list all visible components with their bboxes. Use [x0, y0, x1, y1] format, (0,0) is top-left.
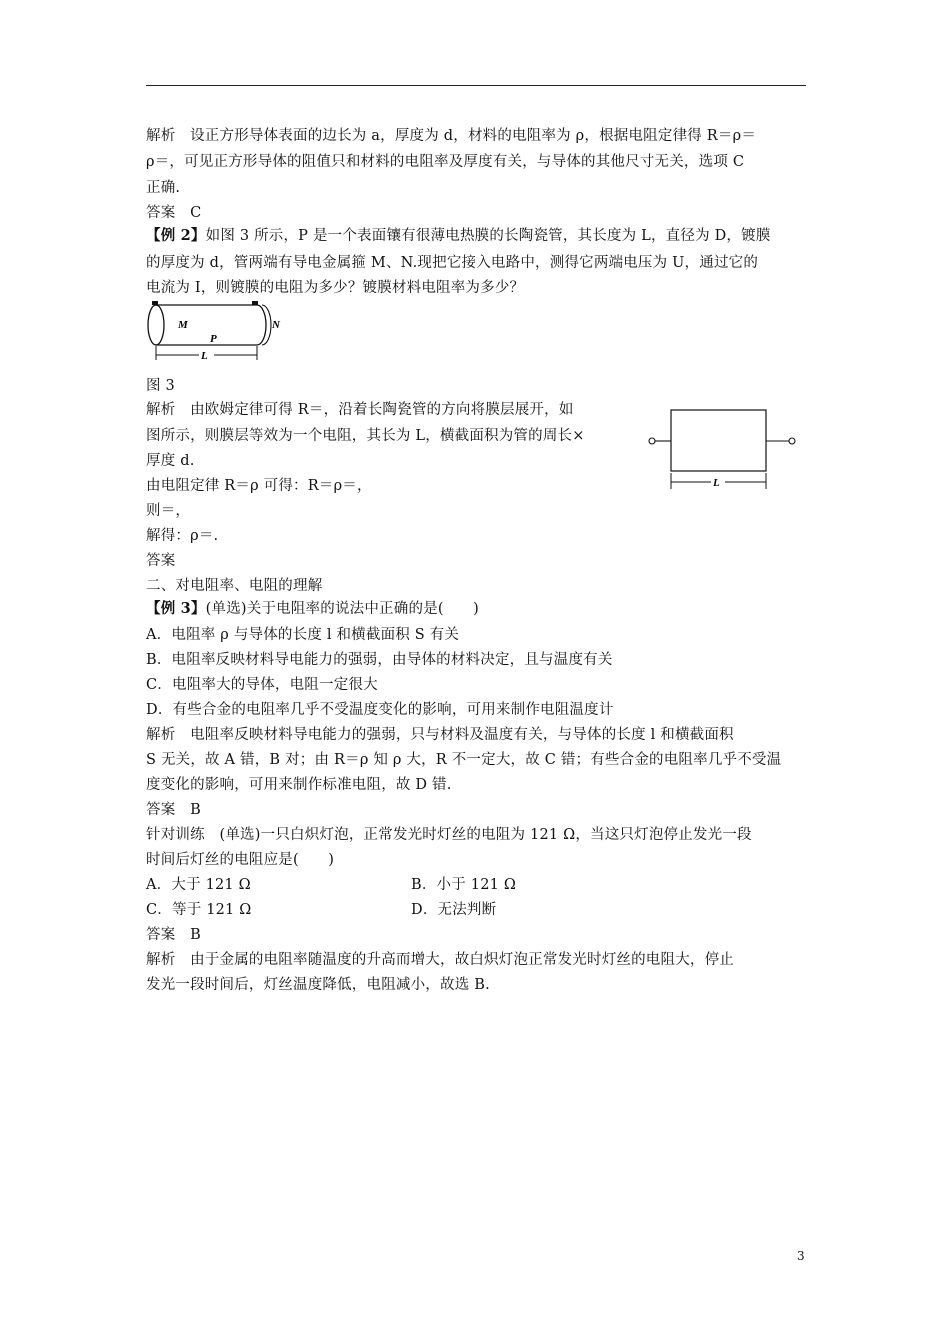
- option-c: C．电阻率大的导体，电阻一定很大: [146, 677, 378, 693]
- text-line: 解析 由于金属的电阻率随温度的升高而增大，故白炽灯泡正常发光时灯丝的电阻大，停止: [146, 952, 734, 968]
- figure-3-clamp: [152, 301, 158, 305]
- text-line: 发光一段时间后，灯丝温度降低，电阻减小，故选 B.: [146, 977, 490, 993]
- section-heading: 二、对电阻率、电阻的理解: [146, 578, 323, 594]
- length-label: L: [713, 477, 720, 489]
- option-a: A．大于 121 Ω: [146, 877, 251, 893]
- header-rule: [146, 85, 806, 86]
- option-b: B．小于 121 Ω: [411, 877, 517, 893]
- page-number: 3: [797, 1249, 805, 1263]
- example-tag: 【例 3】: [146, 600, 206, 617]
- terminal: [789, 438, 795, 444]
- text-line: 则＝，: [146, 503, 191, 519]
- film-resistor: [671, 410, 766, 471]
- option-c: C．等于 121 Ω: [146, 902, 252, 918]
- text-line: 由电阻定律 R＝ρ 可得：R＝ρ＝，: [146, 478, 372, 494]
- unrolled-film-diagram: [645, 405, 801, 491]
- text-line: 度变化的影响，可用来制作标准电阻，故 D 错.: [146, 777, 452, 793]
- text-line: 答案 B: [146, 802, 201, 818]
- figure-3-end-left: [148, 305, 164, 345]
- example-3-line: 【例 3】(单选)关于电阻率的说法中正确的是( ): [146, 600, 479, 617]
- text-line: 解析 由欧姆定律可得 R＝，沿着长陶瓷管的方向将膜层展开，如: [146, 402, 574, 418]
- figure-3-label: N: [272, 319, 280, 331]
- text-line: 时间后灯丝的电阻应是( ): [146, 852, 335, 868]
- text-line: S 无关，故 A 错，B 对；由 R＝ρ 知 ρ 大，R 不一定大，故 C 错；有些合金的电阻率几乎不受温: [146, 752, 782, 768]
- text-line: 针对训练 (单选)一只白炽灯泡，正常发光时灯丝的电阻为 121 Ω，当这只灯泡停止发光一段: [146, 827, 752, 843]
- option-d: D．无法判断: [411, 902, 497, 918]
- figure-caption: 图 3: [146, 378, 175, 394]
- text-line: 答案 B: [146, 927, 201, 943]
- text-line: 解得：ρ＝.: [146, 528, 219, 544]
- text-line: 图所示，则膜层等效为一个电阻，其长为 L，横截面积为管的周长×: [146, 428, 585, 444]
- option-a: A．电阻率 ρ 与导体的长度 l 和横截面积 S 有关: [146, 627, 460, 643]
- text-line: 解析 电阻率反映材料导电能力的强弱，只与材料及温度有关，与导体的长度 l 和横截面积: [146, 727, 734, 743]
- text-line: 厚度 d.: [146, 453, 195, 469]
- option-d: D．有些合金的电阻率几乎不受温度变化的影响，可用来制作电阻温度计: [146, 702, 614, 718]
- text-line: 答案 C: [146, 205, 202, 221]
- figure-3-label: M: [178, 319, 188, 331]
- text-line: 解析 设正方形导体表面的边长为 a，厚度为 d，材料的电阻率为 ρ，根据电阻定律得 R＝ρ＝: [146, 128, 757, 144]
- example-tag: 【例 2】: [146, 227, 206, 244]
- figure-3-diagram: [144, 298, 294, 364]
- option-b: B．电阻率反映材料导电能力的强弱，由导体的材料决定，且与温度有关: [146, 652, 613, 668]
- example-2-line: 【例 2】如图 3 所示，P 是一个表面镶有很薄电热膜的长陶瓷管，其长度为 L，直径为 D，镀膜: [146, 227, 771, 244]
- text-line: 正确.: [146, 180, 181, 196]
- figure-3-label: L: [201, 350, 208, 362]
- text-line: ρ＝，可见正方形导体的阻值只和材料的电阻率及厚度有关，与导体的其他尺寸无关，选项 C: [146, 154, 745, 170]
- text-line: 电流为 I，则镀膜的电阻为多少？镀膜材料电阻率为多少？: [146, 280, 525, 296]
- text-line: 的厚度为 d，管两端有导电金属箍 M、N.现把它接入电路中，测得它两端电压为 U，通过它的: [146, 255, 759, 271]
- terminal: [649, 438, 655, 444]
- text-line: 答案: [146, 553, 176, 569]
- figure-3-label: P: [210, 333, 217, 345]
